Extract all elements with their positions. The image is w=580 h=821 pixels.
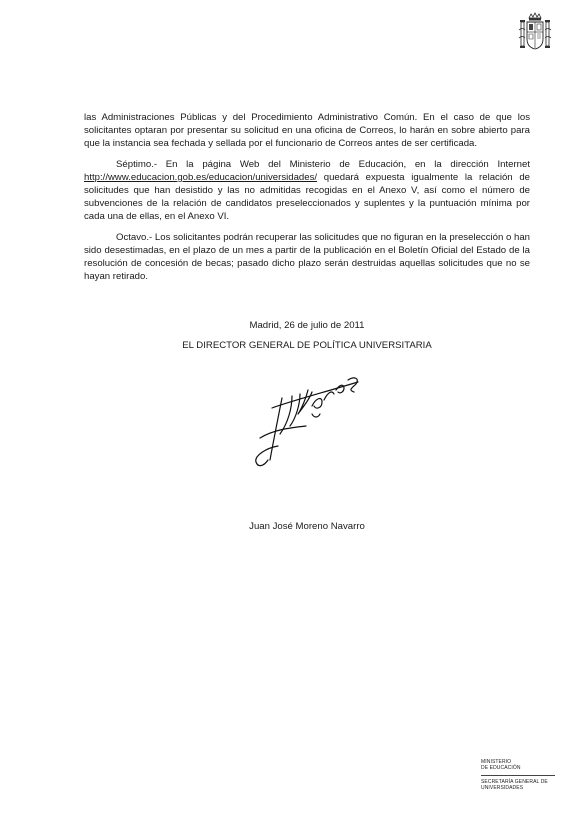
signature-date: Madrid, 26 de julio de 2011 — [249, 320, 365, 331]
paragraph-septimo-rest: quedará expuesta igualmente la relación de solicitudes que han desistido y las no admitidas recogidas en el Anexo V, así como el número de subvenciones de la relación de candidatos preseleccionados y suplentes y la puntuación mínima por cada una de ellas, en el Anexo VI. — [84, 172, 530, 222]
handwritten-signature — [248, 368, 368, 478]
footer-ministry-line1: MINISTERIO — [481, 759, 512, 765]
signer-name: Juan José Moreno Navarro — [249, 521, 365, 532]
signature-title: EL DIRECTOR GENERAL DE POLÍTICA UNIVERSITARIA — [182, 340, 432, 351]
paragraph-septimo-lead: Séptimo.- En la página Web del Ministerio de Educación, en la dirección Internet — [116, 159, 530, 170]
footer-divider — [481, 775, 555, 776]
paragraph-octavo: Octavo.- Los solicitantes podrán recuperar las solicitudes que no figuran en la preselección o han sido desestimadas, en el plazo de un mes a partir de la publicación en el Boletín Oficial del Estado de la resolución de concesión de becas; pasado dicho plazo serán destruidas aquellas solicitudes que no se hayan retirado. — [84, 232, 530, 282]
footer-secretary-line1: SECRETARÍA GENERAL DE — [481, 779, 548, 785]
footer-institution — [481, 759, 561, 791]
footer-ministry-line2: DE EDUCACIÓN — [481, 765, 521, 771]
footer-secretary-line2: UNIVERSIDADES — [481, 785, 524, 791]
universidades-link[interactable]: http://www.educacion.gob.es/educacion/universidades/ — [84, 172, 318, 183]
paragraph-administraciones: las Administraciones Públicas y del Procedimiento Administrativo Común. En el caso de que los solicitantes optaran por presentar su solicitud en una oficina de Correos, lo harán en sobre abierto para que la instancia sea fechada y sellada por el funcionario de Correos antes de ser certificada. — [84, 112, 530, 149]
paragraph-septimo — [84, 158, 530, 223]
document-body — [84, 111, 530, 291]
spain-coat-of-arms-icon — [518, 12, 552, 52]
